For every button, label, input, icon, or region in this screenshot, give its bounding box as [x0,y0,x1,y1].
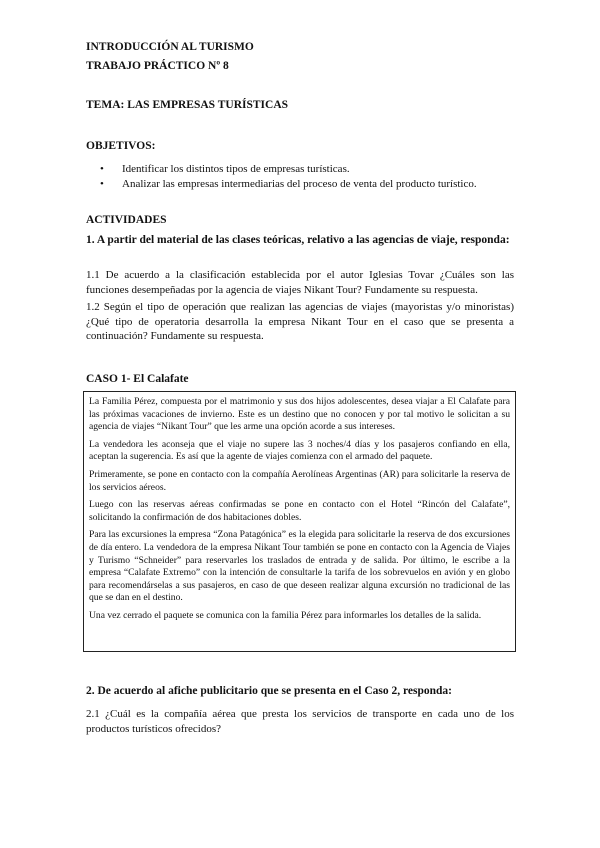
case-paragraph: Una vez cerrado el paquete se comunica con la familia Pérez para informarles los detalles de la salida. [89,609,482,621]
case-paragraph: Para las excursiones la empresa “Zona Patagónica” es la elegida para solicitarle la reserva de dos excursiones de día entero. La vendedora de la empresa Nikant Tour también se pone en contacto con la Agencia de Viajes y Turismo “Schneider” para reservarles los traslados de entrada y de salida. Por último, le escribe a la empresa “Calafate Extremo” con la intención de consultarle la tarifa de los sobrevuelos en avión y en globo para recomendárselas a sus pasajeros, en caso de que deseen realizar alguna excursión no tradicional de las que se dan en el destino. [89,529,510,604]
assignment-title: TRABAJO PRÁCTICO Nº 8 [86,60,229,72]
objectives-title: OBJETIVOS: [86,140,156,152]
case-1-box [83,391,516,652]
objective-item: • Analizar las empresas intermediarias del proceso de venta del producto turístico. [100,177,477,192]
question-1-2: 1.2 Según el tipo de operación que realizan las agencias de viajes (mayoristas y/o minoristas) ¿Qué tipo de operatoria desarrolla la empresa Nikant Tour en el caso que se presenta a continuación? Fundamente su respuesta. [86,301,514,342]
objectives-list [100,162,477,191]
case-paragraph: Luego con las reservas aéreas confirmadas se pone en contacto con el Hotel “Rincón del Calafate”, solicitando la confirmación de dos habitaciones dobles. [89,499,510,523]
question-1-heading: 1. A partir del material de las clases teóricas, relativo a las agencias de viaje, responda: [86,234,510,246]
objective-item: • Identificar los distintos tipos de empresas turísticas. [100,162,477,177]
case-1-title: CASO 1- El Calafate [86,373,189,385]
topic-title: TEMA: LAS EMPRESAS TURÍSTICAS [86,99,289,111]
question-1-1: 1.1 De acuerdo a la clasificación establecida por el autor Iglesias Tovar ¿Cuáles son las funciones desempeñadas por la agencia de viajes Nikant Tour? Fundamente su respuesta. [86,269,514,296]
course-title: INTRODUCCIÓN AL TURISMO [86,41,254,53]
question-2-heading: 2. De acuerdo al afiche publicitario que se presenta en el Caso 2, responda: [86,685,452,697]
case-paragraph: La Familia Pérez, compuesta por el matrimonio y sus dos hijos adolescentes, desea viajar a El Calafate para las próximas vacaciones de invierno. Este es un destino que no conocen y por tal motivo le solicitan a su agencia de viajes “Nikant Tour” que les arme una opción acorde a sus intereses. [89,396,510,433]
case-paragraph: Primeramente, se pone en contacto con la compañía Aerolíneas Argentinas (AR) para solicitarle la reserva de los servicios aéreos. [89,468,510,493]
activities-title: ACTIVIDADES [86,214,167,226]
case-paragraph: La vendedora les aconseja que el viaje no supere las 3 noches/4 días y los pasajeros confiando en ella, aceptan la sugerencia. Es así que la agente de viajes comienza con el armado del paquete. [89,438,510,463]
question-2-1: 2.1 ¿Cuál es la compañía aérea que presta los servicios de transporte en cada uno de los productos turísticos ofrecidos? [86,708,514,735]
